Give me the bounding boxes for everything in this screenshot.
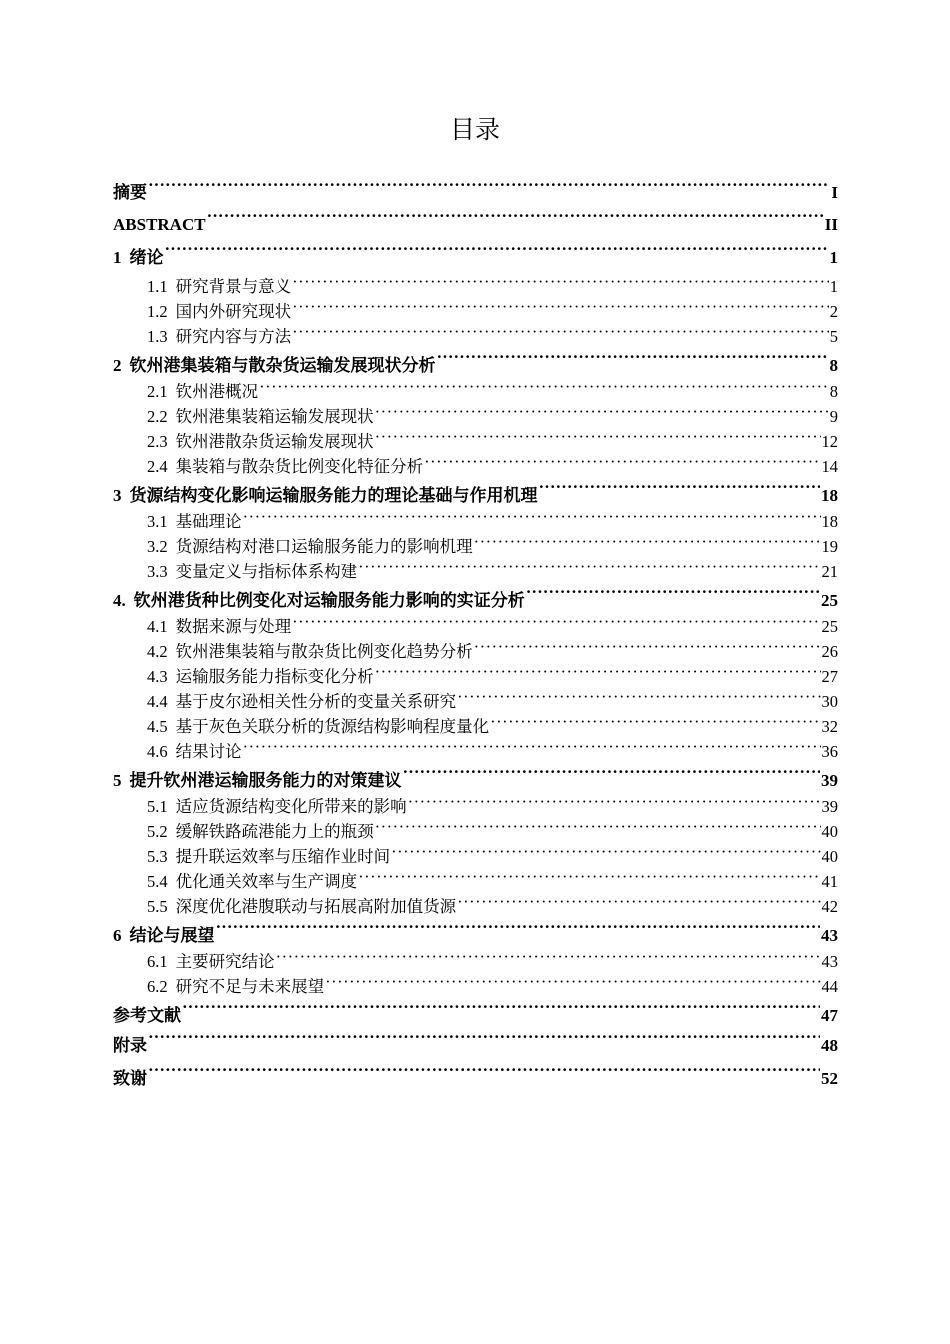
toc-section-entry[interactable] [113, 274, 838, 299]
toc-page-number: 8 [829, 382, 838, 401]
toc-dot-leader [424, 456, 820, 473]
toc-page-number: 40 [821, 847, 838, 866]
toc-page-number: 36 [821, 742, 838, 761]
toc-page-number: 42 [821, 897, 838, 916]
toc-entry-number: 2.4 [147, 457, 168, 476]
toc-page-number: 32 [821, 717, 838, 736]
toc-entry-number: 2 [113, 356, 122, 375]
toc-section-entry[interactable] [113, 974, 838, 999]
toc-dot-leader [216, 924, 821, 941]
toc-chapter-entry[interactable] [113, 241, 838, 274]
toc-entry-title: 提升联运效率与压缩作业时间 [175, 847, 391, 866]
toc-entry-title: 数据来源与处理 [175, 617, 292, 636]
toc-entry-number: 5.5 [147, 897, 168, 916]
toc-entry-number: 2.1 [147, 382, 168, 401]
toc-entry-number: 1.2 [147, 302, 168, 321]
toc-page-number: 43 [821, 926, 838, 945]
toc-dot-leader [358, 561, 820, 578]
toc-entry-number: 4.5 [147, 717, 168, 736]
toc-entry-number: 4.4 [147, 692, 168, 711]
toc-entry-title: ABSTRACT [113, 215, 206, 234]
toc-section-entry[interactable] [113, 794, 838, 819]
toc-chapter-entry[interactable] [113, 349, 838, 379]
toc-page-number: 14 [821, 457, 838, 476]
toc-dot-leader [375, 821, 821, 838]
toc-section-entry[interactable] [113, 429, 838, 454]
toc-entry-title: 研究背景与意义 [175, 277, 292, 296]
toc-entry-number: 3.1 [147, 512, 168, 531]
toc-dot-leader [259, 381, 829, 398]
toc-entry-number: 3 [113, 486, 122, 505]
toc-entry-title: 优化通关效率与生产调度 [175, 872, 358, 891]
toc-entry-number: 2.3 [147, 432, 168, 451]
toc-page-number: 26 [821, 642, 838, 661]
toc-dot-leader [375, 666, 821, 683]
toc-entry-title: 提升钦州港运输服务能力的对策建议 [129, 771, 402, 790]
toc-page-number: 43 [821, 952, 838, 971]
toc-chapter-entry[interactable] [113, 1029, 838, 1062]
toc-section-entry[interactable] [113, 614, 838, 639]
toc-dot-leader [292, 301, 829, 318]
toc-entry-number: 1 [113, 248, 122, 267]
toc-page-number: 44 [821, 977, 838, 996]
toc-page-number: 21 [821, 562, 838, 581]
toc-entry-title: 集装箱与散杂货比例变化特征分析 [175, 457, 424, 476]
toc-section-entry[interactable] [113, 714, 838, 739]
toc-section-entry[interactable] [113, 379, 838, 404]
toc-entry-number: 6.1 [147, 952, 168, 971]
toc-page-number: 5 [829, 327, 838, 346]
toc-page-number: 25 [821, 617, 838, 636]
toc-entry-number: 5.2 [147, 822, 168, 841]
toc-dot-leader [243, 511, 821, 528]
toc-dot-leader [207, 213, 824, 230]
toc-entry-title: 基于灰色关联分析的货源结构影响程度量化 [175, 717, 490, 736]
toc-entry-title: 绪论 [129, 248, 164, 267]
page-title: 目录 [449, 115, 500, 144]
toc-entry-number: 3.3 [147, 562, 168, 581]
toc-section-entry[interactable] [113, 324, 838, 349]
toc-entry-title: 研究不足与未来展望 [175, 977, 325, 996]
toc-dot-leader [375, 431, 821, 448]
toc-dot-leader [457, 691, 820, 708]
toc-dot-leader [292, 326, 829, 343]
toc-section-entry[interactable] [113, 664, 838, 689]
toc-entry-title: 基于皮尔逊相关性分析的变量关系研究 [175, 692, 457, 711]
toc-chapter-entry[interactable] [113, 178, 838, 208]
toc-dot-leader [474, 536, 821, 553]
toc-dot-leader [539, 484, 821, 501]
toc-entry-number: 2.2 [147, 407, 168, 426]
toc-dot-leader [243, 741, 821, 758]
toc-chapter-entry[interactable] [113, 999, 838, 1029]
toc-section-entry[interactable] [113, 739, 838, 764]
toc-dot-leader [292, 616, 820, 633]
toc-chapter-entry[interactable] [113, 919, 838, 949]
toc-page-number: 1 [829, 277, 838, 296]
toc-section-entry[interactable] [113, 509, 838, 534]
toc-page-number: 39 [821, 797, 838, 816]
toc-dot-leader [437, 354, 829, 371]
toc-page-number: 8 [829, 356, 838, 375]
toc-page-number: 12 [821, 432, 838, 451]
toc-entry-title: 钦州港散杂货运输发展现状 [175, 432, 374, 451]
toc-dot-leader [526, 589, 820, 606]
toc-entry-number: 5.4 [147, 872, 168, 891]
toc-entry-title: 结果讨论 [175, 742, 242, 761]
toc-dot-leader [276, 951, 821, 968]
toc-entry-number: 5.3 [147, 847, 168, 866]
toc-page-number: 52 [821, 1069, 838, 1088]
toc-entry-number: 6.2 [147, 977, 168, 996]
toc-section-entry[interactable] [113, 819, 838, 844]
toc-page-number: 41 [821, 872, 838, 891]
toc-page-number: 47 [821, 1006, 838, 1025]
toc-page-number: 9 [829, 407, 838, 426]
toc-section-entry[interactable] [113, 894, 838, 919]
toc-entry-number: 5 [113, 771, 122, 790]
toc-dot-leader [165, 246, 829, 263]
toc-entry-title: 深度优化港腹联动与拓展高附加值货源 [175, 897, 457, 916]
toc-section-entry[interactable] [113, 534, 838, 559]
toc-dot-leader [148, 1034, 820, 1051]
toc-entry-number: 1.3 [147, 327, 168, 346]
toc-dot-leader [403, 769, 821, 786]
toc-chapter-entry[interactable] [113, 584, 838, 614]
toc-entry-title: 运输服务能力指标变化分析 [175, 667, 374, 686]
toc-page-number: 25 [821, 591, 838, 610]
toc-dot-leader [358, 871, 820, 888]
toc-entry-title: 结论与展望 [129, 926, 215, 945]
toc-page-number: 18 [821, 486, 838, 505]
toc-dot-leader [474, 641, 821, 658]
toc-dot-leader [182, 1004, 820, 1021]
toc-page-number: II [824, 215, 838, 234]
toc-page-number: 39 [821, 771, 838, 790]
toc-entry-number: 4.2 [147, 642, 168, 661]
toc-page-number: 19 [821, 537, 838, 556]
toc-section-entry[interactable] [113, 689, 838, 714]
toc-entry-title: 摘要 [113, 183, 147, 202]
toc-page-number: 18 [821, 512, 838, 531]
toc-section-entry[interactable] [113, 404, 838, 429]
toc-entry-number: 4.3 [147, 667, 168, 686]
toc-dot-leader [325, 976, 820, 993]
toc-page-number: 40 [821, 822, 838, 841]
toc-entry-title: 货源结构对港口运输服务能力的影响机理 [175, 537, 473, 556]
toc-entry-title: 钦州港集装箱与散杂货运输发展现状分析 [129, 356, 436, 375]
toc-chapter-entry[interactable] [113, 479, 838, 509]
toc-entry-title: 适应货源结构变化所带来的影响 [175, 797, 407, 816]
toc-chapter-entry[interactable] [113, 208, 838, 241]
toc-entry-title: 附录 [113, 1036, 147, 1055]
toc-chapter-entry[interactable] [113, 1062, 838, 1095]
toc-section-entry[interactable] [113, 844, 838, 869]
toc-entry-number: 1.1 [147, 277, 168, 296]
toc-dot-leader [408, 796, 821, 813]
toc-page-number: 2 [829, 302, 838, 321]
toc-entry-title: 参考文献 [113, 1006, 181, 1025]
toc-entry-title: 主要研究结论 [175, 952, 275, 971]
toc-section-entry[interactable] [113, 869, 838, 894]
toc-dot-leader [148, 181, 830, 198]
toc-chapter-entry[interactable] [113, 764, 838, 794]
toc-dot-leader [457, 896, 820, 913]
toc-entry-title: 缓解铁路疏港能力上的瓶颈 [175, 822, 374, 841]
toc-dot-leader [148, 1067, 820, 1084]
toc-page-number: 1 [829, 248, 838, 267]
toc-entry-title: 钦州港概况 [175, 382, 259, 401]
toc-entry-number: 6 [113, 926, 122, 945]
toc-section-entry[interactable] [113, 639, 838, 664]
toc-entry-title: 国内外研究现状 [175, 302, 292, 321]
toc-dot-leader [391, 846, 820, 863]
toc-entry-title: 钦州港集装箱运输发展现状 [175, 407, 374, 426]
toc-entry-number: 4.6 [147, 742, 168, 761]
toc-dot-leader [490, 716, 820, 733]
toc-entry-title: 致谢 [113, 1069, 147, 1088]
toc-page-number: 48 [821, 1036, 838, 1055]
toc-entry-number: 3.2 [147, 537, 168, 556]
toc-entry-title: 钦州港货种比例变化对运输服务能力影响的实证分析 [133, 591, 525, 610]
toc-entry-number: 4.1 [147, 617, 168, 636]
toc-section-entry[interactable] [113, 949, 838, 974]
toc-section-entry[interactable] [113, 559, 838, 584]
toc-entry-title: 钦州港集装箱与散杂货比例变化趋势分析 [175, 642, 473, 661]
toc-entry-title: 基础理论 [175, 512, 242, 531]
toc-section-entry[interactable] [113, 454, 838, 479]
toc-entry-title: 变量定义与指标体系构建 [175, 562, 358, 581]
toc-page-number: 30 [821, 692, 838, 711]
toc-entry-title: 研究内容与方法 [175, 327, 292, 346]
toc-dot-leader [375, 406, 829, 423]
toc-page-number: 27 [821, 667, 838, 686]
toc-entry-number: 5.1 [147, 797, 168, 816]
toc-page-number: I [831, 183, 838, 202]
toc-dot-leader [292, 276, 829, 293]
toc-section-entry[interactable] [113, 299, 838, 324]
toc-entry-number: 4. [113, 591, 126, 610]
toc-entry-title: 货源结构变化影响运输服务能力的理论基础与作用机理 [129, 486, 538, 505]
table-of-contents [113, 178, 838, 1095]
